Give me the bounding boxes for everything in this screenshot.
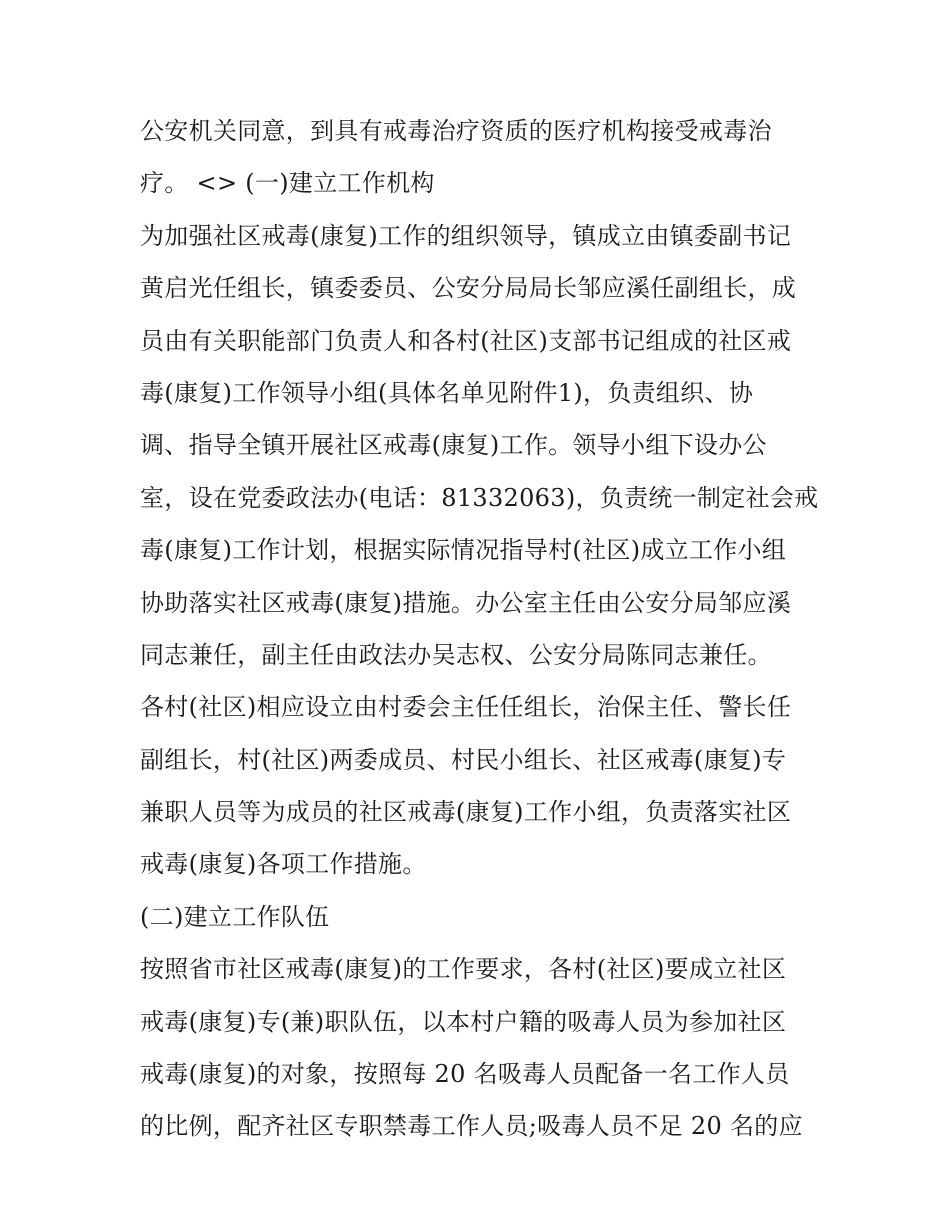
text-line: 副组长，村(社区)两委成员、村民小组长、社区戒毒(康复)专 — [140, 745, 787, 774]
text-line: 协助落实社区戒毒(康复)措施。办公室主任由公安分局邹应溪 — [140, 588, 792, 617]
text-line: 戒毒(康复)的对象，按照每 20 名吸毒人员配备一名工作人员 — [140, 1060, 790, 1089]
section-heading: (二)建立工作队伍 — [140, 902, 330, 931]
text-line: 各村(社区)相应设立由村委会主任任组长，治保主任、警长任 — [140, 693, 792, 722]
text-line: 的比例，配齐社区专职禁毒工作人员;吸毒人员不足 20 名的应 — [140, 1112, 803, 1141]
text-line: 室，设在党委政法办(电话：81332063)，负责统一制定社会戒 — [140, 483, 819, 512]
text-line: 调、指导全镇开展社区戒毒(康复)工作。领导小组下设办公 — [140, 431, 767, 460]
text-line: 公安机关同意，到具有戒毒治疗资质的医疗机构接受戒毒治 — [140, 117, 772, 145]
text-line: 同志兼任，副主任由政法办吴志权、公安分局陈同志兼任。 — [140, 640, 772, 669]
text-line: 戒毒(康复)专(兼)职队伍，以本村户籍的吸毒人员为参加社区 — [140, 1007, 787, 1036]
text-line: 按照省市社区戒毒(康复)的工作要求，各村(社区)要成立社区 — [140, 955, 787, 984]
text-line: 戒毒(康复)各项工作措施。 — [140, 850, 427, 879]
text-line: 黄启光任组长，镇委委员、公安分局局长邹应溪任副组长，成 — [140, 274, 797, 303]
document-body — [140, 105, 820, 1153]
text-line: 兼职人员等为成员的社区戒毒(康复)工作小组，负责落实社区 — [140, 798, 792, 827]
text-line: 毒(康复)工作领导小组(具体名单见附件1)，负责组织、协 — [140, 378, 754, 407]
text-line: 疗。 <> (一)建立工作机构 — [140, 169, 435, 198]
text-line: 员由有关职能部门负责人和各村(社区)支部书记组成的社区戒 — [140, 326, 792, 355]
text-line: 毒(康复)工作计划，根据实际情况指导村(社区)成立工作小组 — [140, 536, 787, 565]
text-line: 为加强社区戒毒(康复)工作的组织领导，镇成立由镇委副书记 — [140, 221, 792, 250]
